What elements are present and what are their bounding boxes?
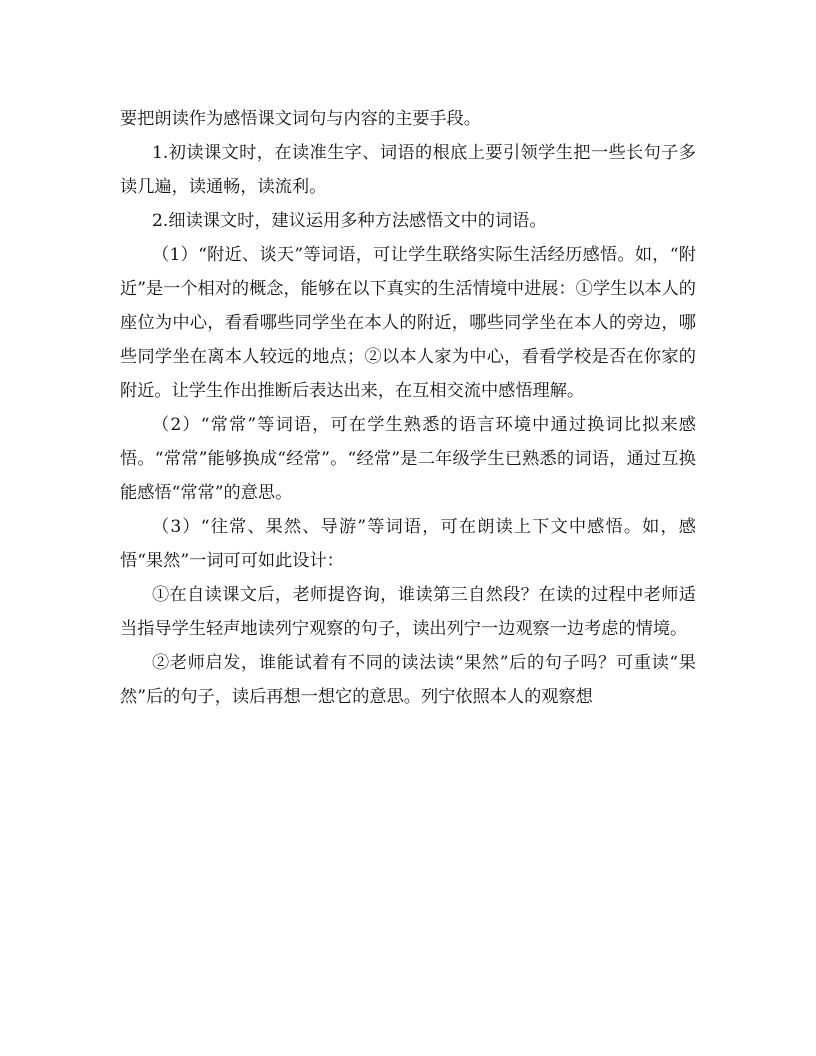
paragraph-8: ②老师启发，谁能试着有不同的读法读“果然”后的句子吗？可重读“果然”后的句子，读后再想一想它的意思。列宁依照本人的观察想: [120, 653, 696, 707]
paragraph-4: （1）“附近、谈天”等词语，可让学生联络实际生活经历感悟。如，“附近”是一个相对的概念，能够在以下真实的生活情境中进展：①学生以本人的座位为中心，看看哪些同学坐在本人的附近，哪些同学坐在本人的旁边，哪些同学坐在离本人较远的地点；②以本人家为中心，看看学校是否在你家的附近。让学生作出推断后表达出来，在互相交流中感悟理解。: [120, 245, 696, 401]
document-body: [120, 102, 696, 714]
paragraph-7: ①在自读课文后，老师提咨询，谁读第三自然段？在读的过程中老师适当指导学生轻声地读列宁观察的句子，读出列宁一边观察一边考虑的情境。: [120, 585, 696, 639]
paragraph-2: 1.初读课文时，在读准生字、词语的根底上要引领学生把一些长句子多读几遍，读通畅，读流利。: [120, 143, 696, 197]
paragraph-6: （3）“往常、果然、导游”等词语，可在朗读上下文中感悟。如，感悟“果然”一词可可如此设计：: [120, 517, 696, 571]
paragraph-5: （2）“常常”等词语，可在学生熟悉的语言环境中通过换词比拟来感悟。“常常”能够换成“经常”。“经常”是二年级学生已熟悉的词语，通过互换能感悟“常常”的意思。: [120, 415, 696, 503]
paragraph-3: 2.细读课文时，建议运用多种方法感悟文中的词语。: [152, 211, 547, 231]
paragraph-1: 要把朗读作为感悟课文词句与内容的主要手段。: [120, 109, 481, 129]
